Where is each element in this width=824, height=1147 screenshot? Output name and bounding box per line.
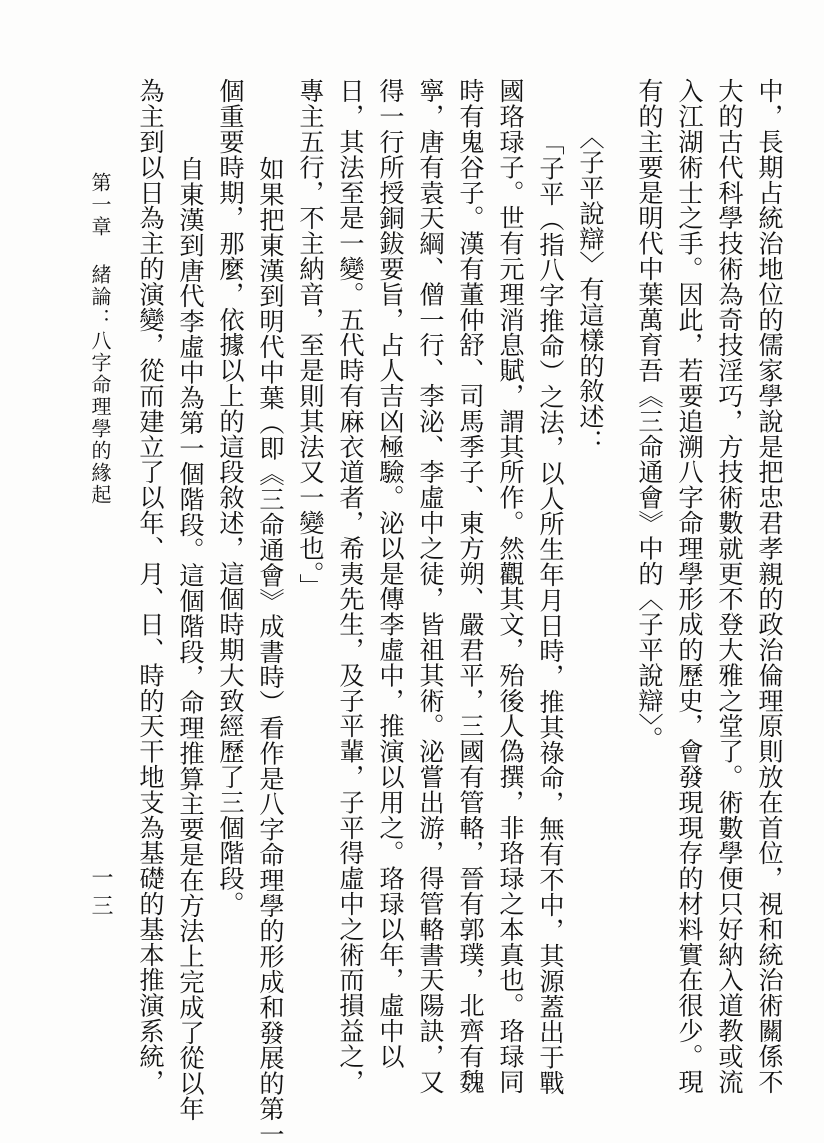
- text-column-3: 入江湖術士之手。因此，若要追溯八字命理學形成的歷史，會發現現存的材料實在很少。現: [675, 78, 704, 1094]
- text-column-11: 日，其法至是一變。五代時有麻衣道者，希夷先生，及子平輩，子平得虛中之術而損益之，: [336, 78, 365, 1094]
- text-column-4: 有的主要是明代中葉萬育吾《三命通會》中的〈子平說辯〉。: [635, 78, 664, 752]
- text-column-9: 寧，唐有袁天綱、僧一行、李泌、李虛中之徒，皆祖其術。泌嘗出游，得管輅書天陽訣，又: [416, 78, 445, 1094]
- text-column-12: 專主五行，不主納音，至是則其法又一變也。」: [296, 78, 325, 599]
- text-column-6: 「子平（指八字推命）之法，以人所生年月日時，推其祿命，無有不中，其源蓋出于戰: [536, 130, 565, 1096]
- running-head: [85, 172, 115, 506]
- text-column-10: 得一行所授銅鈸要旨，占人吉凶極驗。泌以是傳李虛中，推演以用之。珞琭以年，虛中以: [376, 78, 405, 1069]
- text-column-16: 為主到以日為主的演變，從而建立了以年、月、日、時的天干地支為基礎的基本推演系統，: [136, 78, 165, 1094]
- running-head-title: 緒論：八字命理學的緣起: [88, 264, 112, 506]
- running-head-chapter: 第一章: [88, 172, 112, 238]
- text-column-8: 時有鬼谷子。漢有董仲舒、司馬季子、東方朔、嚴君平，三國有管輅，晉有郭璞，北齊有魏: [456, 78, 485, 1094]
- text-column-7: 國珞琭子。世有元理消息賦，謂其所作。然觀其文，殆後人偽撰，非珞琭之本真也。珞琭同: [496, 78, 525, 1094]
- text-column-13: 如果把東漢到明代中葉（即《三命通會》成書時）看作是八字命理學的形成和發展的第一: [256, 156, 285, 1147]
- text-column-1: 中，長期占統治地位的儒家學說是把忠君孝親的政治倫理原則放在首位，視和統治術關係不: [755, 78, 784, 1094]
- text-column-5: 〈子平說辯〉有這樣的敘述：: [576, 124, 605, 455]
- page-number: 一三: [88, 866, 113, 922]
- text-column-15: 自東漢到唐代李虛中為第一個階段。這個階段，命理推算主要是在方法上完成了從以年: [176, 156, 205, 1122]
- text-column-2: 大的古代科學技術為奇技淫巧，方技術數就更不登大雅之堂了。術數學便只好納入道教或流: [715, 78, 744, 1094]
- text-column-14: 個重要時期，那麼，依據以上的這段敘述，這個時期大致經歷了三個階段。: [216, 78, 245, 917]
